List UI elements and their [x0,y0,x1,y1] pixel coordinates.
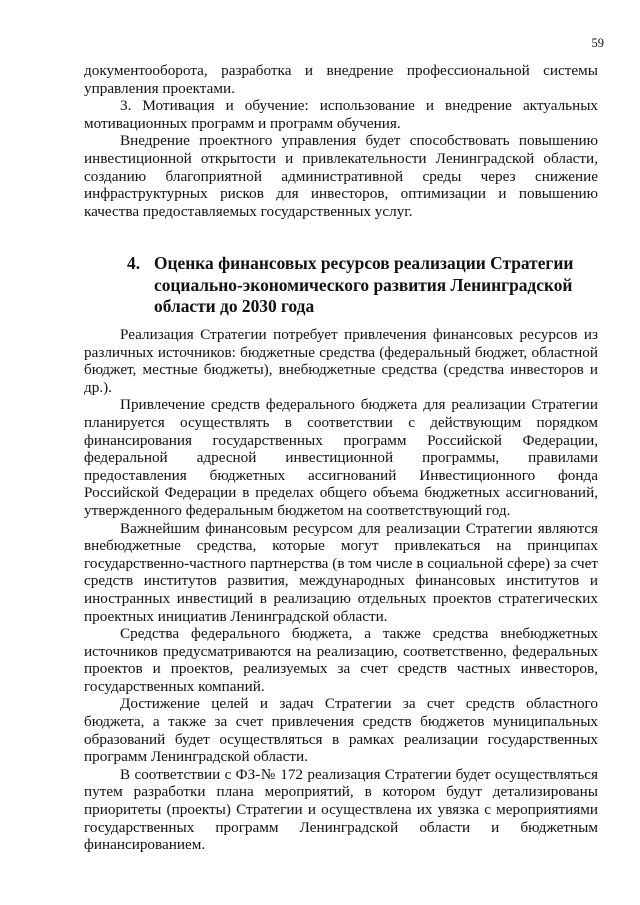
page-number: 59 [591,36,604,50]
paragraph: Внедрение проектного управления будет способствовать повышению инвестиционной открытости и привлекательности Ленинградской области, созданию благоприятной административной среды через снижение инфраструктурных рисков для инвесторов, оптимизации и повышению качества предоставляемых государственных услуг. [84,132,598,220]
paragraph: 3. Мотивация и обучение: использование и внедрение актуальных мотивационных программ и программ обучения. [84,97,598,132]
paragraph: Важнейшим финансовым ресурсом для реализации Стратегии являются внебюджетные средства, которые могут привлекаться на принципах государственно-частного партнерства (в том числе в социальной сфере) за счет средств институтов развития, международных финансовых институтов и иностранных инвестиций в реализацию отдельных проектов стратегических проектных инициатив Ленинградской области. [84,519,598,625]
section-heading [127,253,597,318]
paragraph: Привлечение средств федерального бюджета для реализации Стратегии планируется осуществлять в соответствии с действующим порядком финансирования государственных программ Российской Федерации, федеральной адресной инвестиционной программы, правилами предоставления бюджетных ассигнований Инвестиционного фонда Российской Федерации в пределах общего объема бюджетных ассигнований, утвержденного федеральным бюджетом на соответствующий год. [84,396,598,519]
section-number: 4. [127,253,141,273]
continued-section-text [84,62,598,220]
section-body-text [84,326,598,854]
section-title: Оценка финансовых ресурсов реализации Стратегии социально-экономического развития Ленинградской области до 2030 года [154,253,574,316]
paragraph: Средства федерального бюджета, а также средства внебюджетных источников предусматриваются на реализацию, соответственно, федеральных проектов и проектов, реализуемых за счет средств частных инвесторов, государственных компаний. [84,625,598,695]
paragraph: Реализация Стратегии потребует привлечения финансовых ресурсов из различных источников: бюджетные средства (федеральный бюджет, областной бюджет, местные бюджеты), внебюджетные средства (средства инвесторов и др.). [84,326,598,396]
paragraph: Достижение целей и задач Стратегии за счет средств областного бюджета, а также за счет привлечения средств бюджетов муниципальных образований будет осуществляться в рамках реализации государственных программ Ленинградской области. [84,695,598,766]
paragraph: В соответствии с ФЗ-№ 172 реализация Стратегии будет осуществляться путем разработки плана мероприятий, в котором будут детализированы приоритеты (проекты) Стратегии и осуществлена их увязка с мероприятиями государственных программ Ленинградской области и бюджетным финансированием. [84,765,598,854]
paragraph: документооборота, разработка и внедрение профессиональной системы управления проектами. [84,62,598,97]
